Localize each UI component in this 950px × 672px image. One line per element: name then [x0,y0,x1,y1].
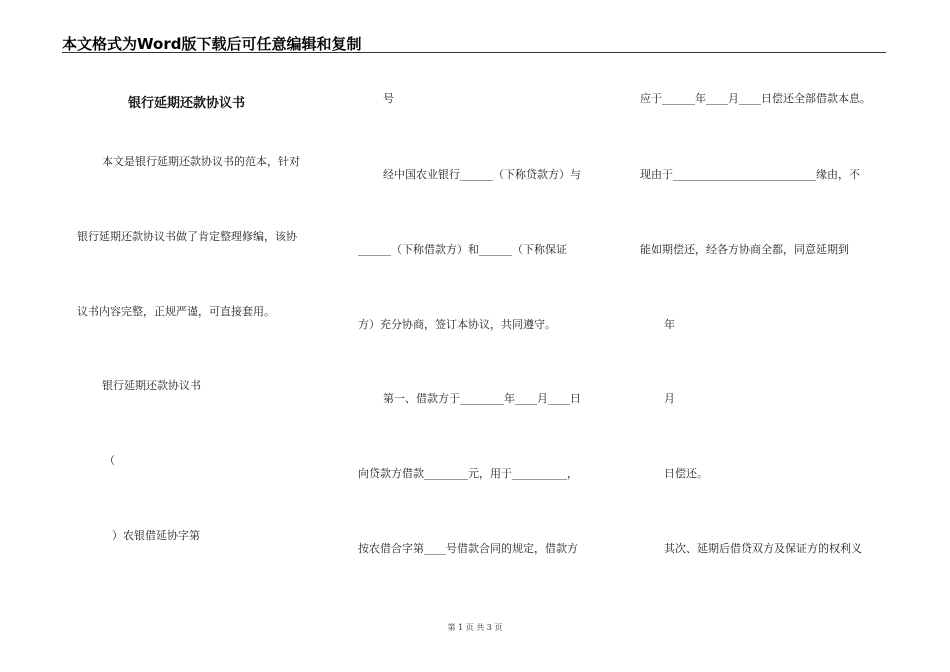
paragraph-line: 现由于__________________________缘由，不 [640,168,860,181]
paragraph-line: 本文是银行延期还款协议书的范本，针对 [102,155,300,168]
paragraph-line: 应于______年____月____日偿还全部借款本息。 [640,92,871,105]
paragraph-line: 能如期偿还，经各方协商全都，同意延期到 [640,243,849,256]
document-banner: 本文格式为Word版下载后可任意编辑和复制 [62,35,362,53]
paragraph-line: 按农借合字第____号借款合同的规定，借款方 [358,542,578,555]
document-title: 银行延期还款协议书 [128,96,246,111]
paragraph-line: 银行延期还款协议书做了肯定整理修编，该协 [77,230,297,243]
paragraph-line: 号 [383,92,394,105]
paragraph-line: 年 [664,318,675,331]
paragraph-line: ）农银借延协字第 [112,529,200,542]
paragraph-line: 方）充分协商，签订本协议，共同遵守。 [358,318,556,331]
paragraph-line: 议书内容完整，正规严谨，可直接套用。 [77,305,275,318]
paragraph-line: 经中国农业银行______（下称贷款方）与 [383,168,581,181]
paragraph-line: 向贷款方借款________元，用于__________， [358,467,578,480]
page-number: 第 1 页 共 3 页 [447,623,503,632]
paragraph-line: ______（下称借款方）和______（下称保证 [358,243,567,256]
paragraph-line: 月 [664,392,675,405]
paragraph-line: 其次、延期后借贷双方及保证方的权利义 [664,542,862,555]
agreement-heading: 银行延期还款协议书 [102,379,201,392]
paragraph-line: 第一、借款方于________年____月____日 [383,392,581,405]
header-divider [62,52,886,53]
paragraph-line: （ [104,454,115,467]
paragraph-line: 日偿还。 [664,467,708,480]
